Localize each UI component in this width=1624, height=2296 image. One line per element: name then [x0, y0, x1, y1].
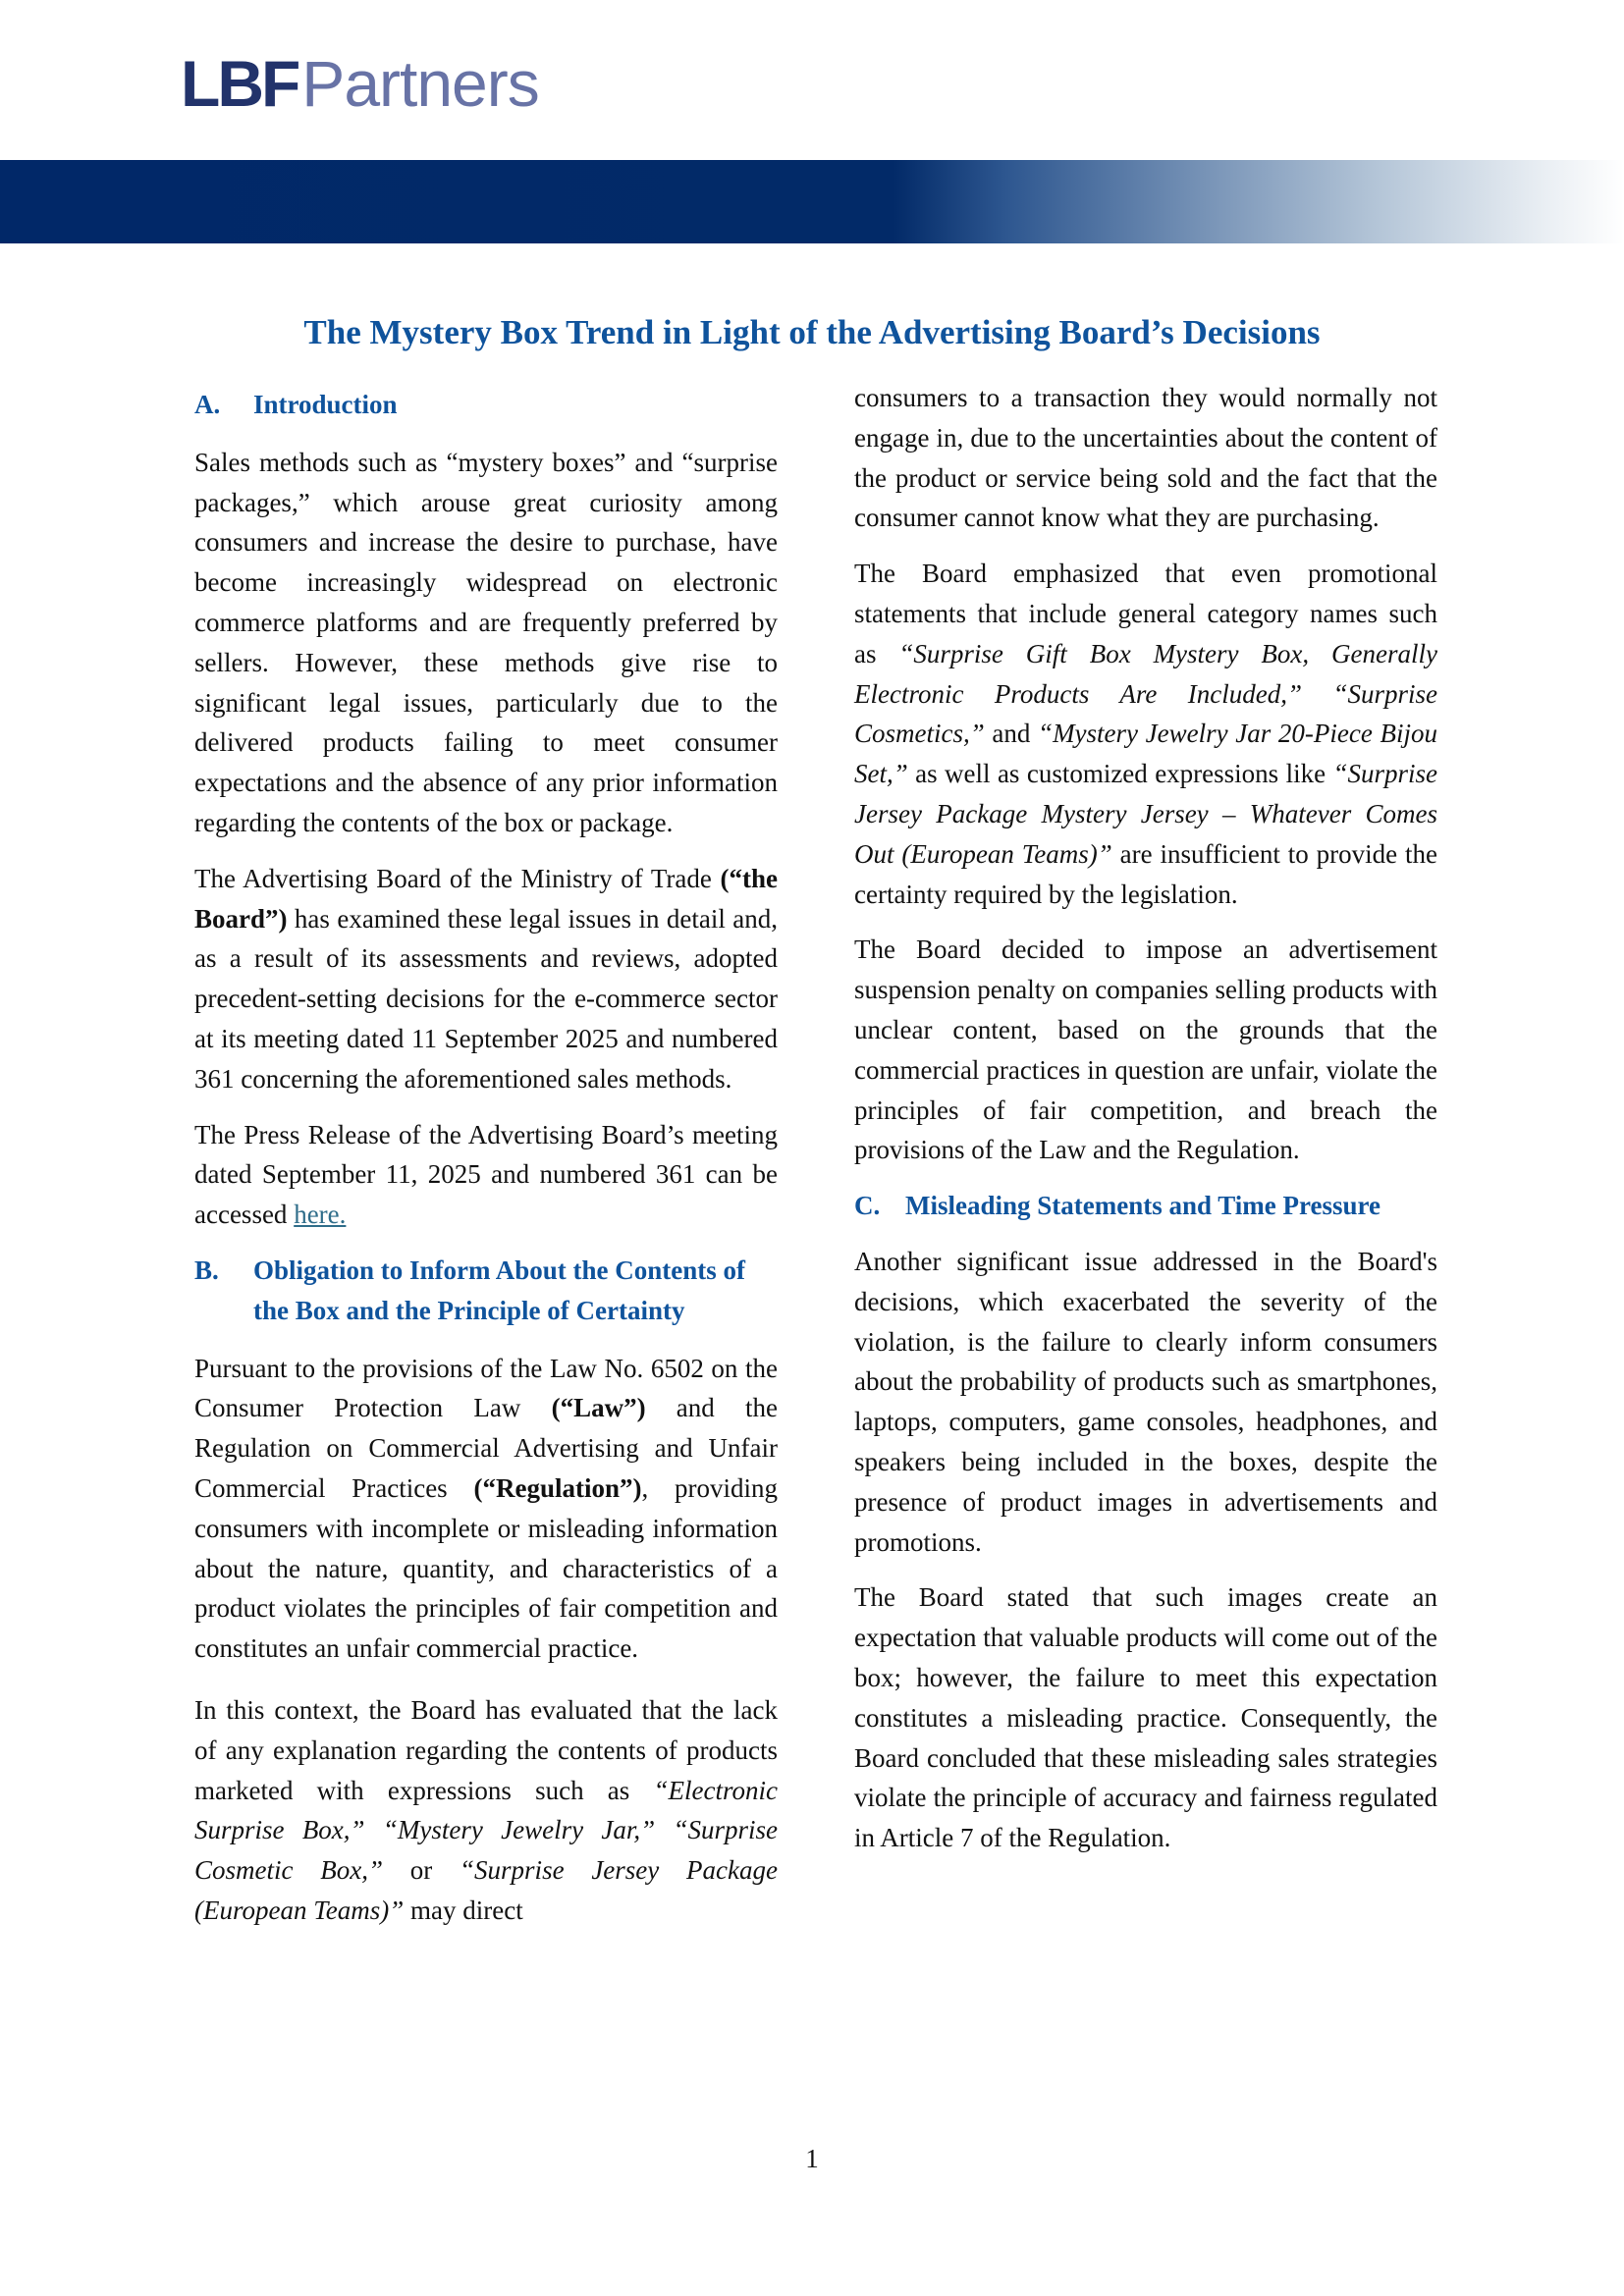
text: has examined these legal issues in detail and, as a result of its assessments and reviews, adopted precedent-setting decisions for the e-commerce sector at its meeting dated 11 September 2025 and numbered 361 concerning the aforementioned sales methods.: [194, 903, 778, 1094]
text: as well as customized expressions like: [907, 759, 1333, 789]
paragraph-obligation-2: [194, 1690, 778, 1931]
section-b-title: Obligation to Inform About the Contents of the Box and the Principle of Certainty: [253, 1255, 746, 1325]
text: and the Regulation on Commercial Advertising and Unfair Commercial Practices: [194, 1393, 778, 1503]
text: may direct: [404, 1895, 523, 1925]
paragraph-obligation-1: [194, 1349, 778, 1669]
text: are insufficient to provide the certainty required by the legislation.: [854, 838, 1437, 909]
defined-term-board: (“the Board”): [194, 863, 778, 934]
header-gradient-band: [0, 160, 1624, 243]
left-column: [194, 385, 778, 1947]
firm-logo: [181, 47, 539, 120]
section-a-title: Introduction: [253, 390, 398, 419]
defined-term-law: (“Law”): [551, 1393, 646, 1423]
text: or: [383, 1855, 460, 1886]
quoted-expressions: “Surprise Gift Box Mystery Box, Generally Electronic Products Are Included,” “Surprise Cosmetics,”: [854, 638, 1437, 749]
text: The Board emphasized that even promotional statements that include general category names such as: [854, 559, 1437, 668]
text: In this context, the Board has evaluated that the lack of any explanation regarding the contents of products marketed with expressions such as: [194, 1694, 778, 1805]
text: , providing consumers with incomplete or misleading information about the nature, quantity, and characteristics of a product violates the principles of fair competition and constitutes an unfair commercial practice.: [194, 1472, 778, 1664]
section-a-number: A.: [194, 390, 221, 419]
text: The Advertising Board of the Ministry of Trade: [194, 863, 721, 893]
paragraph-obligation-4: [854, 554, 1437, 914]
paragraph-intro-2: [194, 859, 778, 1099]
paragraph-misleading-2: The Board stated that such images create an expectation that valuable products will come out of the box; however, the failure to meet this expectation constitutes a misleading practice. Consequently, the Board concluded that these misleading sales strategies violate the principle of accuracy and fairness regulated in Article 7 of the Regulation.: [854, 1582, 1437, 1853]
text: Pursuant to the provisions of the Law No. 6502 on the Consumer Protection Law: [194, 1353, 778, 1423]
section-a-heading: [194, 385, 778, 425]
right-column: [854, 378, 1437, 1874]
paragraph-obligation-5: The Board decided to impose an advertisement suspension penalty on companies selling products with unclear content, based on the grounds that the commercial practices in question are unfair, violate the principles of fair competition, and breach the provisions of the Law and the Regulation.: [854, 934, 1437, 1165]
logo-lbf: LBF: [181, 47, 298, 120]
quoted-expression: “Mystery Jewelry Jar 20-Piece Bijou Set,”: [854, 719, 1437, 789]
paragraph-misleading-1: Another significant issue addressed in the Board's decisions, which exacerbated the severity of the violation, is the failure to clearly inform consumers about the probability of products such as smartphones, laptops, computers, game consoles, headphones, and speakers being included in the boxes, despite the presence of product images in advertisements and promotions.: [854, 1246, 1437, 1557]
section-b-number: B.: [194, 1255, 219, 1285]
logo-partners: Partners: [301, 47, 539, 120]
text: The Press Release of the Advertising Board’s meeting dated September 11, 2025 and numbered 361 can be accessed: [194, 1119, 778, 1230]
page-number: 1: [805, 2144, 819, 2173]
document-title: The Mystery Box Trend in Light of the Advertising Board’s Decisions: [303, 313, 1321, 351]
section-c-title: Misleading Statements and Time Pressure: [905, 1191, 1381, 1221]
paragraph-press-release: [194, 1115, 778, 1235]
paragraph-intro-1: Sales methods such as “mystery boxes” and “surprise packages,” which arouse great curiosity among consumers and increase the desire to purchase, have become increasingly widespread on electronic commerce platforms and are frequently preferred by sellers. However, these methods give rise to significant legal issues, particularly due to the delivered products failing to meet consumer expectations and the absence of any prior information regarding the contents of the box or package.: [194, 447, 778, 837]
quoted-expression: “Surprise Jersey Package (European Teams)”: [194, 1855, 778, 1925]
quoted-expressions: “Electronic Surprise Box,” “Mystery Jewelry Jar,” “Surprise Cosmetic Box,”: [194, 1775, 778, 1886]
quoted-expression: “Surprise Jersey Package Mystery Jersey – Whatever Comes Out (European Teams)”: [854, 759, 1437, 869]
section-c-heading: [854, 1186, 1437, 1226]
section-b-heading: [194, 1251, 778, 1331]
paragraph-obligation-3: consumers to a transaction they would normally not engage in, due to the uncertainties about the content of the product or service being sold and the fact that the consumer cannot know what they are purchasing.: [854, 383, 1437, 533]
defined-term-regulation: (“Regulation”): [473, 1472, 642, 1503]
section-c-number: C.: [854, 1191, 881, 1221]
text: and: [984, 719, 1039, 749]
press-release-link[interactable]: here.: [294, 1200, 347, 1230]
